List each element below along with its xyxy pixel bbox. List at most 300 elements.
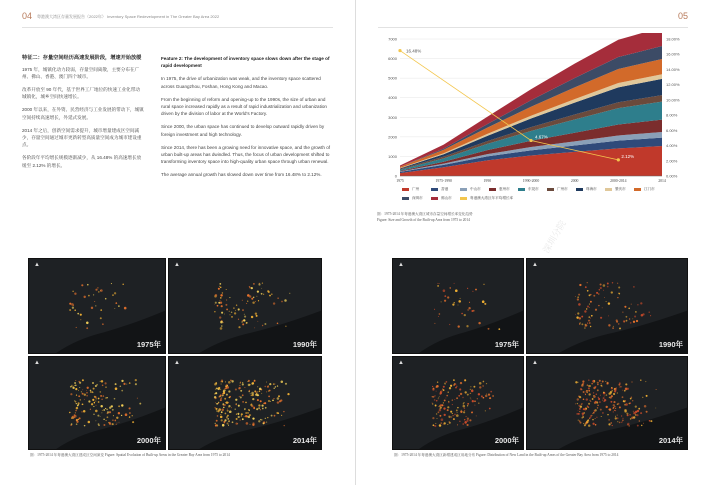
built-up-dot bbox=[221, 305, 223, 307]
built-up-dot bbox=[82, 403, 84, 405]
built-up-dot bbox=[486, 394, 487, 395]
built-up-dot bbox=[586, 398, 588, 400]
cn-heading: 特征二：存量空间经历高速发展阶段，增速开始放缓 bbox=[22, 55, 142, 61]
built-up-dot bbox=[72, 416, 74, 418]
legend-item bbox=[431, 196, 460, 201]
built-up-dot bbox=[437, 283, 438, 284]
cn-paragraph: 各阶段年平均增长规模逐渐减少，从 16.48% 的高速增长放缓至 2.12% 的增长。 bbox=[22, 155, 142, 168]
built-up-dot bbox=[456, 414, 459, 417]
built-up-dot bbox=[96, 398, 97, 399]
built-up-dot bbox=[76, 403, 77, 404]
built-up-dot bbox=[588, 379, 590, 381]
built-up-dot bbox=[464, 380, 465, 381]
built-up-dot bbox=[578, 303, 581, 306]
built-up-dot bbox=[244, 408, 246, 410]
y2-tick-label: 16.00% bbox=[666, 51, 680, 57]
built-up-dot bbox=[471, 390, 474, 393]
cn-paragraph: 1975 年，城镇化动力较弱，存量空间离散，主要分布在广州、佛山、香港、澳门四个城市。 bbox=[22, 66, 140, 79]
built-up-dot bbox=[444, 414, 446, 416]
built-up-dot bbox=[105, 408, 106, 409]
legend-label: 中山市 bbox=[470, 187, 481, 191]
built-up-dot bbox=[261, 288, 262, 289]
built-up-dot bbox=[471, 399, 472, 400]
built-up-dot bbox=[100, 395, 102, 397]
legend-swatch bbox=[402, 188, 409, 191]
built-up-dot bbox=[256, 393, 258, 395]
built-up-dot bbox=[458, 325, 460, 327]
built-up-dot bbox=[637, 304, 639, 306]
area-chart bbox=[370, 33, 696, 186]
built-up-dot bbox=[582, 403, 583, 404]
built-up-dot bbox=[69, 412, 70, 413]
header-rule bbox=[378, 27, 688, 28]
built-up-dot bbox=[75, 410, 77, 412]
built-up-dot bbox=[93, 406, 94, 407]
built-up-dot bbox=[253, 297, 254, 298]
built-up-dot bbox=[597, 384, 598, 385]
built-up-dot bbox=[95, 305, 96, 306]
built-up-dot bbox=[217, 410, 219, 412]
built-up-dot bbox=[595, 424, 597, 426]
built-up-dot bbox=[579, 411, 580, 412]
legend-item bbox=[547, 187, 576, 192]
built-up-dot bbox=[75, 412, 76, 413]
built-up-dot bbox=[214, 311, 215, 312]
built-up-dot bbox=[103, 424, 105, 426]
built-up-dot bbox=[479, 382, 482, 385]
built-up-dot bbox=[234, 312, 236, 314]
built-up-dot bbox=[214, 396, 216, 398]
built-up-dot bbox=[438, 316, 439, 317]
growth-rate-point bbox=[398, 49, 401, 52]
built-up-dot bbox=[638, 408, 640, 410]
built-up-dot bbox=[84, 425, 86, 427]
built-up-dot bbox=[116, 424, 117, 425]
built-up-dot bbox=[484, 303, 486, 305]
built-up-dot bbox=[74, 385, 75, 386]
built-up-dot bbox=[247, 412, 249, 414]
built-up-dot bbox=[432, 403, 433, 404]
built-up-dot bbox=[126, 384, 127, 385]
built-up-dot bbox=[260, 409, 261, 410]
built-up-dot bbox=[443, 405, 444, 406]
built-up-dot bbox=[114, 292, 116, 294]
built-up-dot bbox=[585, 286, 587, 288]
built-up-dot bbox=[622, 420, 624, 422]
built-up-dot bbox=[449, 324, 450, 325]
built-up-dot bbox=[619, 406, 621, 408]
map-year-label: 2014年 bbox=[292, 436, 317, 445]
built-up-dot bbox=[266, 422, 267, 423]
built-up-dot bbox=[239, 387, 241, 389]
y2-tick-label: 10.00% bbox=[666, 97, 680, 103]
built-up-dot bbox=[78, 381, 80, 383]
built-up-dot bbox=[469, 302, 470, 303]
legend-swatch bbox=[518, 188, 525, 191]
built-up-dot bbox=[600, 287, 602, 289]
en-paragraph: In 1975, the drive of urbanization was weak, and the inventory space scattered across Guangzhou, Foshan, Hong Kong and Macao. bbox=[161, 76, 321, 89]
built-up-dot bbox=[273, 398, 274, 399]
built-up-dot bbox=[244, 316, 246, 318]
built-up-dot bbox=[621, 415, 622, 416]
built-up-dot bbox=[584, 412, 585, 413]
built-up-dot bbox=[629, 414, 631, 416]
built-up-dot bbox=[86, 395, 88, 397]
built-up-dot bbox=[462, 397, 463, 398]
built-up-dot bbox=[598, 398, 600, 400]
built-up-dot bbox=[251, 404, 252, 405]
built-up-dot bbox=[245, 412, 247, 414]
built-up-dot bbox=[258, 300, 259, 301]
built-up-dot bbox=[473, 310, 475, 312]
built-up-dot bbox=[464, 314, 466, 316]
built-up-dot bbox=[632, 400, 633, 401]
map-2014 bbox=[168, 356, 322, 450]
built-up-dot bbox=[75, 401, 77, 403]
built-up-dot bbox=[448, 401, 449, 402]
built-up-dot bbox=[467, 309, 468, 310]
built-up-dot bbox=[92, 382, 94, 384]
built-up-dot bbox=[216, 403, 218, 405]
built-up-dot bbox=[277, 397, 280, 400]
built-up-dot bbox=[588, 320, 590, 322]
built-up-dot bbox=[228, 421, 230, 423]
built-up-dot bbox=[584, 310, 586, 312]
built-up-dot bbox=[470, 398, 471, 399]
built-up-dot bbox=[467, 288, 468, 289]
built-up-dot bbox=[107, 397, 108, 398]
built-up-dot bbox=[250, 424, 251, 425]
built-up-dot bbox=[446, 395, 448, 397]
built-up-dot bbox=[220, 389, 221, 390]
page-number: 05 bbox=[677, 11, 688, 21]
built-up-dot bbox=[227, 408, 228, 409]
map-year-label: 2014年 bbox=[658, 436, 683, 445]
built-up-dot bbox=[226, 289, 227, 290]
built-up-dot bbox=[229, 311, 230, 312]
built-up-dot bbox=[90, 391, 91, 392]
built-up-dot bbox=[105, 382, 107, 384]
built-up-dot bbox=[121, 415, 122, 416]
y2-tick-label: 12.00% bbox=[666, 82, 680, 88]
built-up-dot bbox=[88, 421, 91, 424]
built-up-dot bbox=[273, 387, 275, 389]
built-up-dot bbox=[100, 405, 102, 407]
built-up-dot bbox=[594, 402, 596, 404]
built-up-dot bbox=[258, 420, 260, 422]
legend-item bbox=[634, 187, 663, 192]
built-up-dot bbox=[225, 304, 227, 306]
built-up-dot bbox=[262, 282, 263, 283]
built-up-dot bbox=[456, 409, 458, 411]
built-up-dot bbox=[82, 389, 83, 390]
built-up-dot bbox=[242, 300, 243, 301]
built-up-dot bbox=[583, 423, 584, 424]
built-up-dot bbox=[583, 391, 585, 393]
built-up-dot bbox=[241, 415, 242, 416]
built-up-dot bbox=[595, 309, 597, 311]
built-up-dot bbox=[445, 384, 446, 385]
built-up-dot bbox=[120, 386, 122, 388]
built-up-dot bbox=[612, 327, 614, 329]
built-up-dot bbox=[256, 296, 257, 297]
legend-item bbox=[431, 187, 460, 192]
built-up-dot bbox=[589, 307, 590, 308]
built-up-dot bbox=[219, 286, 220, 287]
x-tick-label: 1975-1990 bbox=[435, 179, 452, 183]
built-up-dot bbox=[650, 420, 652, 422]
built-up-dot bbox=[71, 385, 72, 386]
built-up-dot bbox=[255, 301, 256, 302]
built-up-dot bbox=[600, 409, 602, 411]
built-up-dot bbox=[226, 394, 228, 396]
built-up-dot bbox=[129, 382, 131, 384]
built-up-dot bbox=[590, 326, 591, 327]
built-up-dot bbox=[579, 408, 581, 410]
built-up-dot bbox=[252, 382, 254, 384]
built-up-dot bbox=[238, 405, 240, 407]
built-up-dot bbox=[247, 294, 250, 297]
built-up-dot bbox=[264, 402, 266, 404]
built-up-dot bbox=[478, 322, 480, 324]
built-up-dot bbox=[88, 400, 90, 402]
map-2000 bbox=[28, 356, 166, 450]
built-up-dot bbox=[242, 401, 244, 403]
y2-tick-label: 6.00% bbox=[666, 127, 678, 133]
watermark: 深圳分院 bbox=[541, 218, 568, 255]
built-up-dot bbox=[434, 309, 435, 310]
y-tick-label: 7000 bbox=[388, 36, 397, 42]
built-up-dot bbox=[600, 395, 601, 396]
built-up-dot bbox=[588, 419, 589, 420]
built-up-dot bbox=[439, 283, 440, 284]
built-up-dot bbox=[229, 314, 230, 315]
built-up-dot bbox=[449, 422, 451, 424]
built-up-dot bbox=[575, 403, 576, 404]
built-up-dot bbox=[258, 283, 260, 285]
built-up-dot bbox=[439, 407, 441, 409]
built-up-dot bbox=[240, 420, 241, 421]
built-up-dot bbox=[249, 390, 251, 392]
built-up-dot bbox=[576, 413, 578, 415]
built-up-dot bbox=[602, 386, 603, 387]
built-up-dot bbox=[645, 381, 646, 382]
built-up-dot bbox=[585, 423, 586, 424]
built-up-dot bbox=[472, 411, 473, 412]
built-up-dot bbox=[607, 414, 609, 416]
north-arrow-icon: ▲ bbox=[174, 262, 180, 268]
built-up-dot bbox=[227, 385, 228, 386]
built-up-dot bbox=[460, 382, 462, 384]
built-up-dot bbox=[595, 387, 596, 388]
built-up-dot bbox=[71, 418, 72, 419]
built-up-dot bbox=[614, 389, 616, 391]
built-up-dot bbox=[601, 416, 602, 417]
built-up-dot bbox=[215, 382, 217, 384]
built-up-dot bbox=[455, 289, 458, 292]
built-up-dot bbox=[215, 407, 216, 408]
built-up-dot bbox=[646, 411, 648, 413]
built-up-dot bbox=[611, 291, 613, 293]
built-up-dot bbox=[246, 422, 249, 425]
built-up-dot bbox=[235, 409, 236, 410]
built-up-dot bbox=[78, 419, 79, 420]
built-up-dot bbox=[606, 301, 607, 302]
built-up-dot bbox=[236, 305, 237, 306]
built-up-dot bbox=[467, 403, 469, 405]
built-up-dot bbox=[94, 301, 95, 302]
built-up-dot bbox=[80, 314, 82, 316]
built-up-dot bbox=[76, 419, 78, 421]
built-up-dot bbox=[252, 422, 254, 424]
built-up-dot bbox=[456, 397, 458, 399]
legend-label: 广州市 bbox=[557, 187, 568, 191]
legend-label: 江门市 bbox=[644, 187, 655, 191]
built-up-dot bbox=[98, 398, 100, 400]
built-up-dot bbox=[621, 386, 622, 387]
built-up-dot bbox=[637, 425, 639, 427]
north-arrow-icon: ▲ bbox=[34, 262, 40, 268]
built-up-dot bbox=[478, 402, 479, 403]
built-up-dot bbox=[465, 391, 467, 393]
y2-tick-label: 14.00% bbox=[666, 66, 680, 72]
built-up-dot bbox=[242, 383, 244, 385]
built-up-dot bbox=[608, 423, 610, 425]
built-up-dot bbox=[79, 387, 80, 388]
built-up-dot bbox=[577, 398, 579, 400]
built-up-dot bbox=[454, 414, 456, 416]
built-up-dot bbox=[254, 380, 256, 382]
built-up-dot bbox=[219, 283, 221, 285]
built-up-dot bbox=[603, 397, 605, 399]
chart-caption-cn: 图：1975-2014 年粤港澳大湾区城市存量空间增长率变化趋势 bbox=[377, 212, 473, 216]
built-up-dot bbox=[264, 323, 266, 325]
built-up-dot bbox=[656, 389, 657, 390]
built-up-dot bbox=[242, 418, 244, 420]
x-tick-label: 1990 bbox=[483, 179, 492, 183]
built-up-dot bbox=[613, 411, 614, 412]
built-up-dot bbox=[129, 412, 131, 414]
built-up-dot bbox=[94, 402, 95, 403]
built-up-dot bbox=[586, 308, 587, 309]
built-up-dot bbox=[603, 392, 605, 394]
built-up-dot bbox=[461, 313, 463, 315]
legend-swatch bbox=[605, 188, 612, 191]
built-up-dot bbox=[434, 323, 435, 324]
built-up-dot bbox=[277, 385, 278, 386]
built-up-dot bbox=[591, 315, 593, 317]
built-up-dot bbox=[220, 297, 222, 299]
built-up-dot bbox=[483, 284, 484, 285]
built-up-dot bbox=[267, 417, 268, 418]
built-up-dot bbox=[463, 403, 464, 404]
built-up-dot bbox=[592, 419, 594, 421]
built-up-dot bbox=[264, 386, 265, 387]
built-up-dot bbox=[597, 390, 598, 391]
built-up-dot bbox=[268, 385, 269, 386]
built-up-dot bbox=[255, 312, 257, 314]
built-up-dot bbox=[454, 283, 455, 284]
legend-label: 惠州市 bbox=[499, 187, 510, 191]
built-up-dot bbox=[82, 379, 84, 381]
built-up-dot bbox=[281, 380, 284, 383]
built-up-dot bbox=[81, 284, 83, 286]
built-up-dot bbox=[600, 283, 602, 285]
built-up-dot bbox=[95, 420, 96, 421]
built-up-dot bbox=[220, 301, 222, 303]
built-up-dot bbox=[78, 402, 80, 404]
built-up-dot bbox=[436, 385, 439, 388]
built-up-dot bbox=[590, 301, 592, 303]
built-up-dot bbox=[221, 397, 222, 398]
built-up-dot bbox=[622, 396, 624, 398]
built-up-dot bbox=[103, 395, 105, 397]
built-up-dot bbox=[614, 410, 615, 411]
built-up-dot bbox=[466, 416, 467, 417]
built-up-dot bbox=[472, 291, 473, 292]
built-up-dot bbox=[231, 380, 233, 382]
built-up-dot bbox=[577, 382, 578, 383]
built-up-dot bbox=[252, 398, 254, 400]
built-up-dot bbox=[433, 388, 435, 390]
map-1975 bbox=[28, 258, 166, 354]
built-up-dot bbox=[98, 401, 100, 403]
built-up-dot bbox=[96, 405, 97, 406]
built-up-dot bbox=[584, 327, 586, 329]
built-up-dot bbox=[103, 409, 105, 411]
built-up-dot bbox=[655, 408, 656, 409]
built-up-dot bbox=[437, 381, 438, 382]
built-up-dot bbox=[238, 326, 240, 328]
built-up-dot bbox=[635, 311, 637, 313]
built-up-dot bbox=[438, 398, 439, 399]
legend-label: 粤港澳大湾区年平均增长率 bbox=[470, 196, 514, 200]
built-up-dot bbox=[637, 410, 639, 412]
legend-label: 佛山市 bbox=[441, 196, 452, 200]
built-up-dot bbox=[434, 399, 436, 401]
built-up-dot bbox=[70, 386, 72, 388]
built-up-dot bbox=[453, 384, 455, 386]
built-up-dot bbox=[277, 298, 278, 299]
built-up-dot bbox=[277, 412, 279, 414]
built-up-dot bbox=[625, 403, 628, 406]
built-up-dot bbox=[599, 401, 601, 403]
built-up-dot bbox=[452, 413, 453, 414]
built-up-dot bbox=[285, 326, 286, 327]
map-year-label: 1975年 bbox=[136, 340, 161, 349]
built-up-dot bbox=[589, 294, 591, 296]
built-up-dot bbox=[227, 415, 229, 417]
built-up-dot bbox=[101, 398, 103, 400]
built-up-dot bbox=[106, 409, 108, 411]
y-tick-label: 3000 bbox=[388, 114, 397, 120]
built-up-dot bbox=[123, 383, 125, 385]
built-up-dot bbox=[454, 399, 455, 400]
en-paragraph: Since 2000, the urban space has continued to develop outward rapidly driven by foreign investment and high technology. bbox=[161, 124, 325, 137]
built-up-dot bbox=[74, 382, 76, 384]
built-up-dot bbox=[457, 424, 458, 425]
built-up-dot bbox=[220, 327, 223, 330]
legend-label: 香港 bbox=[441, 187, 449, 191]
built-up-dot bbox=[452, 399, 453, 400]
built-up-dot bbox=[214, 304, 215, 305]
built-up-dot bbox=[77, 405, 78, 406]
built-up-dot bbox=[470, 393, 471, 394]
built-up-dot bbox=[466, 420, 468, 422]
built-up-dot bbox=[596, 292, 598, 294]
built-up-dot bbox=[596, 393, 598, 395]
built-up-dot bbox=[240, 396, 242, 398]
